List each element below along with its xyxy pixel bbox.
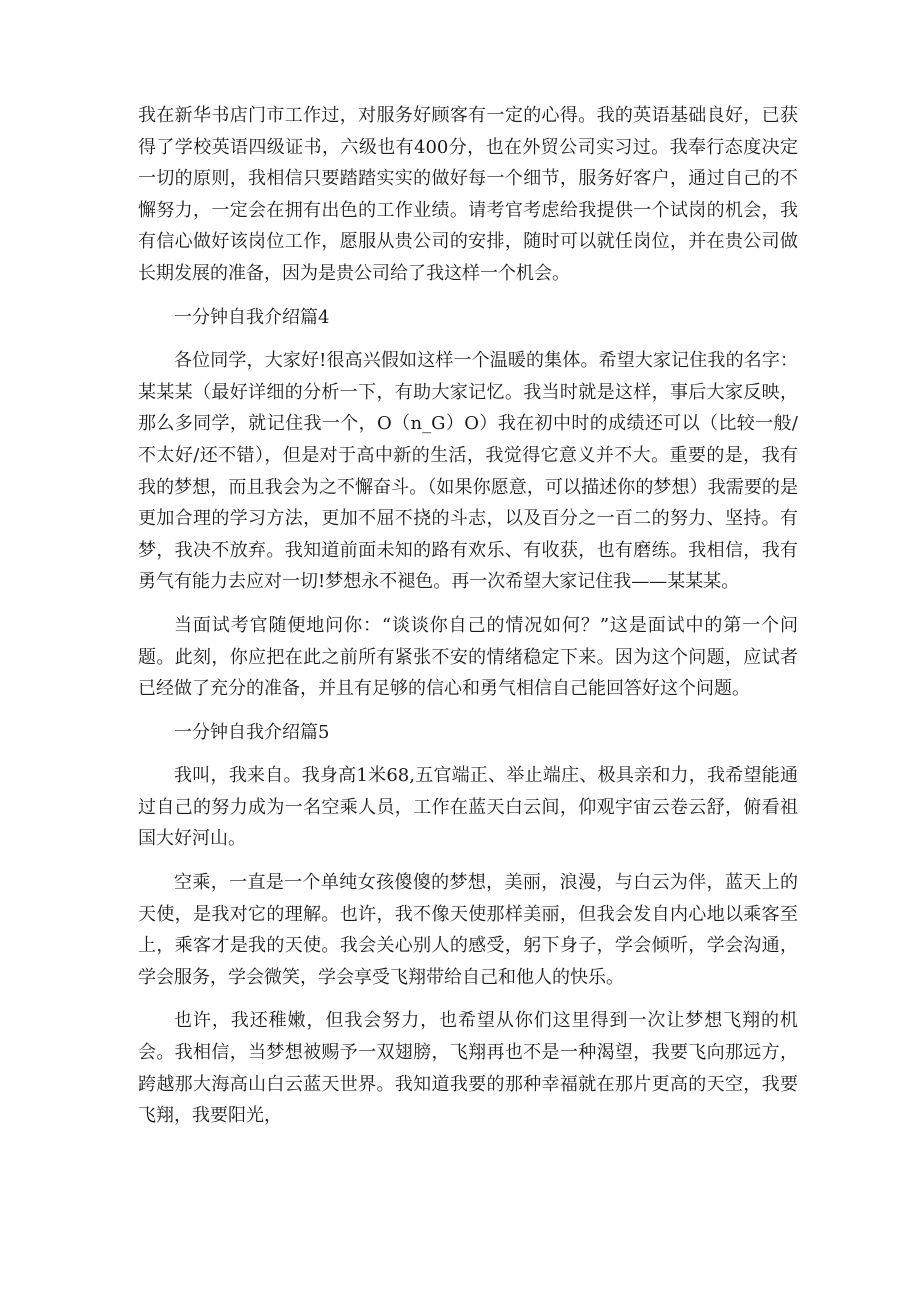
paragraph-interview-question: 当面试考官随便地问你：“谈谈你自己的情况如何？”这是面试中的第一个问题。此刻，你应把在此之前所有紧张不安的情绪稳定下来。因为这个问题，应试者已经做了充分的准备，并且有足够的信心和勇气相信自己能回答好这个问题。 <box>138 614 798 700</box>
paragraph-student-intro: 各位同学，大家好!很高兴假如这样一个温暖的集体。希望大家记住我的名字：某某某（最好详细的分析一下，有助大家记忆。我当时就是这样，事后大家反映，那么多同学，就记住我一个，O（n_G）O）我在初中时的成绩还可以（比较一般/不太好/还不错），但是对于高中新的生活，我觉得它意义并不大。重要的是，我有我的梦想，而且我会为之不懈奋斗。（如果你愿意，可以描述你的梦想）我需要的是更加合理的学习方法，更加不屈不挠的斗志，以及百分之一百二的努力、坚持。有梦，我决不放弃。我知道前面未知的路有欢乐、有收获，也有磨练。我相信，我有勇气有能力去应对一切!梦想永不褪色。再一次希望大家记住我——某某某。 <box>138 350 798 593</box>
paragraph-work-experience: 我在新华书店门市工作过，对服务好顾客有一定的心得。我的英语基础良好，已获得了学校英语四级证书，六级也有400分，也在外贸公司实习过。我奉行态度决定一切的原则，我相信只要踏踏实实的做好每一个细节，服务好客户，通过自己的不懈努力，一定会在拥有出色的工作业绩。请考官考虑给我提供一个试岗的机会，我有信心做好该岗位工作，愿服从贵公司的安排，随时可以就任岗位，并在贵公司做长期发展的准备，因为是贵公司给了我这样一个机会。 <box>138 105 798 284</box>
document-page <box>138 100 798 1132</box>
paragraph-flight-attendant-intro: 我叫，我来自。我身高1米68,五官端正、举止端庄、极具亲和力，我希望能通过自己的努力成为一名空乘人员，工作在蓝天白云间，仰观宇宙云卷云舒，俯看祖国大好河山。 <box>138 765 798 850</box>
section-heading-4: 一分钟自我介绍篇4 <box>174 306 330 328</box>
paragraph-hope-to-fly: 也许，我还稚嫩，但我会努力，也希望从你们这里得到一次让梦想飞翔的机会。我相信，当梦想被赐予一双翅膀，飞翔再也不是一种渴望，我要飞向那远方，跨越那大海高山白云蓝天世界。我知道我要的那种幸福就在那片更高的天空，我要飞翔，我要阳光， <box>138 1010 798 1127</box>
section-heading-5: 一分钟自我介绍篇5 <box>174 721 330 743</box>
paragraph-flight-attendant-dream: 空乘，一直是一个单纯女孩傻傻的梦想，美丽，浪漫，与白云为伴，蓝天上的天使，是我对它的理解。也许，我不像天使那样美丽，但我会发自内心地以乘客至上，乘客才是我的天使。我会关心别人的感受，躬下身子，学会倾听，学会沟通，学会服务，学会微笑，学会享受飞翔带给自己和他人的快乐。 <box>138 872 798 988</box>
